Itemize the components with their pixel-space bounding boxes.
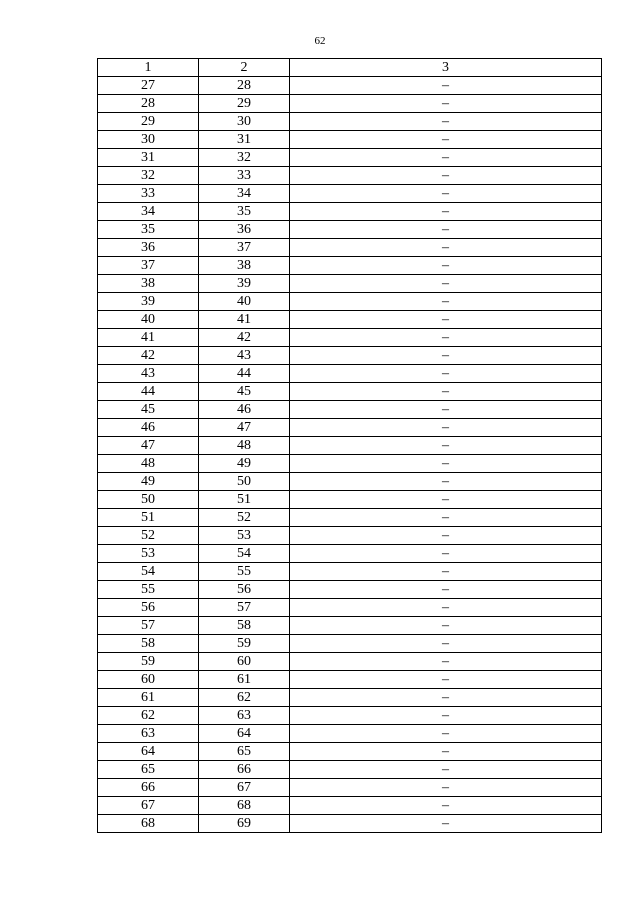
table-cell: 64 xyxy=(199,725,290,743)
table-cell: – xyxy=(290,491,602,509)
table-cell: 34 xyxy=(199,185,290,203)
table-cell: 58 xyxy=(199,617,290,635)
column-header: 3 xyxy=(290,59,602,77)
table-cell: 42 xyxy=(98,347,199,365)
table-row xyxy=(98,95,602,113)
table-row xyxy=(98,635,602,653)
table-cell: 67 xyxy=(98,797,199,815)
table-row xyxy=(98,257,602,275)
table-cell: 55 xyxy=(98,581,199,599)
table-row xyxy=(98,563,602,581)
table-row xyxy=(98,401,602,419)
table-row xyxy=(98,725,602,743)
table-cell: – xyxy=(290,815,602,833)
table-cell: – xyxy=(290,743,602,761)
table-row xyxy=(98,221,602,239)
table-cell: 47 xyxy=(98,437,199,455)
table-header-row xyxy=(98,59,602,77)
table-row xyxy=(98,581,602,599)
table-row xyxy=(98,815,602,833)
table-cell: 46 xyxy=(199,401,290,419)
table-cell: 57 xyxy=(98,617,199,635)
table-cell: 63 xyxy=(98,725,199,743)
table-cell: 41 xyxy=(98,329,199,347)
table-cell: – xyxy=(290,149,602,167)
table-row xyxy=(98,455,602,473)
table-row xyxy=(98,797,602,815)
table-cell: 62 xyxy=(199,689,290,707)
table-cell: – xyxy=(290,689,602,707)
table-cell: 59 xyxy=(199,635,290,653)
table-cell: – xyxy=(290,581,602,599)
table-cell: 43 xyxy=(199,347,290,365)
table-cell: – xyxy=(290,707,602,725)
table-cell: 61 xyxy=(98,689,199,707)
table-cell: 33 xyxy=(199,167,290,185)
table-row xyxy=(98,203,602,221)
table-cell: – xyxy=(290,203,602,221)
table-row xyxy=(98,365,602,383)
table-cell: – xyxy=(290,365,602,383)
table-row xyxy=(98,131,602,149)
table-cell: 53 xyxy=(98,545,199,563)
table-cell: 32 xyxy=(199,149,290,167)
table-cell: 38 xyxy=(98,275,199,293)
table-body xyxy=(98,59,602,833)
table-cell: – xyxy=(290,635,602,653)
table-row xyxy=(98,419,602,437)
table-cell: 29 xyxy=(98,113,199,131)
table-row xyxy=(98,473,602,491)
page-number: 62 xyxy=(314,35,326,47)
table-row xyxy=(98,293,602,311)
table-cell: – xyxy=(290,185,602,203)
table-cell: 30 xyxy=(199,113,290,131)
table-cell: 28 xyxy=(199,77,290,95)
table-row xyxy=(98,671,602,689)
table-cell: 46 xyxy=(98,419,199,437)
table-cell: 61 xyxy=(199,671,290,689)
table-cell: – xyxy=(290,329,602,347)
table-cell: 39 xyxy=(98,293,199,311)
table-cell: 60 xyxy=(98,671,199,689)
table-row xyxy=(98,491,602,509)
table-cell: – xyxy=(290,473,602,491)
table-row xyxy=(98,329,602,347)
table-cell: 42 xyxy=(199,329,290,347)
table-cell: 54 xyxy=(199,545,290,563)
table-cell: 37 xyxy=(98,257,199,275)
table-cell: 35 xyxy=(98,221,199,239)
table-cell: – xyxy=(290,113,602,131)
table-cell: 49 xyxy=(98,473,199,491)
table-cell: 37 xyxy=(199,239,290,257)
table-row xyxy=(98,761,602,779)
table-cell: 66 xyxy=(98,779,199,797)
table-cell: – xyxy=(290,599,602,617)
table-cell: 63 xyxy=(199,707,290,725)
table-cell: 40 xyxy=(199,293,290,311)
table-cell: – xyxy=(290,545,602,563)
table-cell: 31 xyxy=(98,149,199,167)
table-row xyxy=(98,617,602,635)
table-cell: 40 xyxy=(98,311,199,329)
table-cell: 36 xyxy=(199,221,290,239)
table-row xyxy=(98,347,602,365)
table-cell: 52 xyxy=(98,527,199,545)
table-cell: 60 xyxy=(199,653,290,671)
table-cell: 44 xyxy=(98,383,199,401)
table-row xyxy=(98,167,602,185)
table-cell: 69 xyxy=(199,815,290,833)
table-cell: 45 xyxy=(98,401,199,419)
table-row xyxy=(98,509,602,527)
table-cell: – xyxy=(290,761,602,779)
table-cell: 31 xyxy=(199,131,290,149)
data-table xyxy=(97,58,602,833)
table-cell: 49 xyxy=(199,455,290,473)
table-cell: 68 xyxy=(98,815,199,833)
table-cell: – xyxy=(290,509,602,527)
table-row xyxy=(98,77,602,95)
table-cell: – xyxy=(290,311,602,329)
table-cell: – xyxy=(290,221,602,239)
table-row xyxy=(98,545,602,563)
table-cell: – xyxy=(290,725,602,743)
table-cell: 56 xyxy=(199,581,290,599)
table-cell: – xyxy=(290,437,602,455)
table-cell: – xyxy=(290,563,602,581)
table-row xyxy=(98,743,602,761)
table-cell: – xyxy=(290,77,602,95)
table-cell: – xyxy=(290,275,602,293)
column-header: 2 xyxy=(199,59,290,77)
table-cell: 48 xyxy=(98,455,199,473)
table-cell: – xyxy=(290,617,602,635)
table-cell: 32 xyxy=(98,167,199,185)
table-cell: 62 xyxy=(98,707,199,725)
table-cell: – xyxy=(290,653,602,671)
table-cell: 30 xyxy=(98,131,199,149)
table-cell: 66 xyxy=(199,761,290,779)
table-cell: 51 xyxy=(98,509,199,527)
table-row xyxy=(98,239,602,257)
table-cell: 59 xyxy=(98,653,199,671)
table-cell: – xyxy=(290,671,602,689)
table-cell: – xyxy=(290,527,602,545)
table-cell: – xyxy=(290,455,602,473)
column-header: 1 xyxy=(98,59,199,77)
table-cell: 28 xyxy=(98,95,199,113)
table-cell: 68 xyxy=(199,797,290,815)
table-cell: 47 xyxy=(199,419,290,437)
table-cell: 54 xyxy=(98,563,199,581)
table-cell: 43 xyxy=(98,365,199,383)
table-row xyxy=(98,779,602,797)
table-row xyxy=(98,599,602,617)
table-cell: 48 xyxy=(199,437,290,455)
table-cell: 65 xyxy=(98,761,199,779)
table-cell: 67 xyxy=(199,779,290,797)
table-cell: 34 xyxy=(98,203,199,221)
table-row xyxy=(98,437,602,455)
table-cell: 53 xyxy=(199,527,290,545)
table-cell: 38 xyxy=(199,257,290,275)
table-row xyxy=(98,383,602,401)
table-cell: 45 xyxy=(199,383,290,401)
table-cell: 64 xyxy=(98,743,199,761)
table-row xyxy=(98,185,602,203)
table-row xyxy=(98,689,602,707)
table-cell: – xyxy=(290,401,602,419)
table-cell: 51 xyxy=(199,491,290,509)
table-cell: – xyxy=(290,383,602,401)
table-cell: 33 xyxy=(98,185,199,203)
table-cell: 56 xyxy=(98,599,199,617)
table-cell: – xyxy=(290,95,602,113)
table-cell: 44 xyxy=(199,365,290,383)
table-cell: 41 xyxy=(199,311,290,329)
table-row xyxy=(98,149,602,167)
table-cell: – xyxy=(290,239,602,257)
table-row xyxy=(98,707,602,725)
table-cell: – xyxy=(290,257,602,275)
table-cell: 55 xyxy=(199,563,290,581)
table-cell: – xyxy=(290,797,602,815)
table-cell: 39 xyxy=(199,275,290,293)
table-cell: 57 xyxy=(199,599,290,617)
table-cell: 50 xyxy=(98,491,199,509)
table-cell: 65 xyxy=(199,743,290,761)
table-row xyxy=(98,653,602,671)
table-cell: – xyxy=(290,167,602,185)
table-cell: 29 xyxy=(199,95,290,113)
table-cell: – xyxy=(290,293,602,311)
table-cell: 50 xyxy=(199,473,290,491)
table-row xyxy=(98,275,602,293)
table-cell: – xyxy=(290,419,602,437)
table-row xyxy=(98,527,602,545)
table-cell: 52 xyxy=(199,509,290,527)
table-cell: – xyxy=(290,131,602,149)
table-cell: 27 xyxy=(98,77,199,95)
table-cell: 58 xyxy=(98,635,199,653)
table-cell: 35 xyxy=(199,203,290,221)
table-cell: – xyxy=(290,347,602,365)
table-row xyxy=(98,113,602,131)
table-row xyxy=(98,311,602,329)
table-cell: – xyxy=(290,779,602,797)
table-cell: 36 xyxy=(98,239,199,257)
